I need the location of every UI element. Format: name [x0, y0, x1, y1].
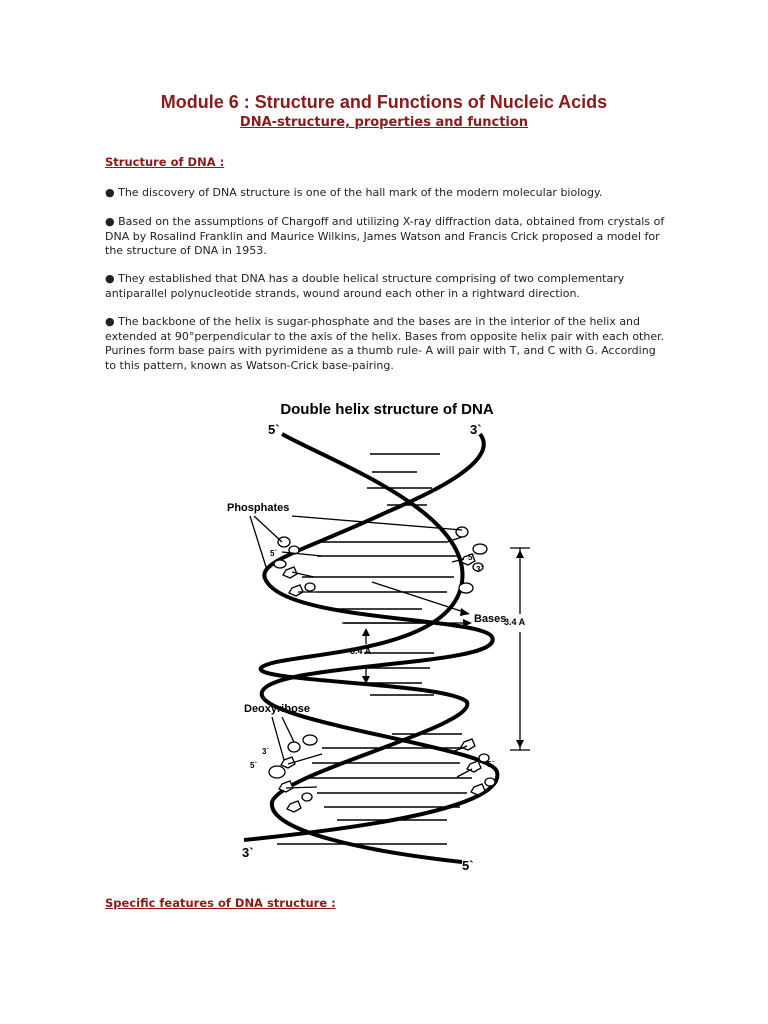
section-heading-structure: Structure of DNA :	[105, 155, 225, 169]
figure-title: Double helix structure of DNA	[280, 401, 494, 418]
label-top-5prime: 5`	[268, 422, 280, 437]
label-rise-small: 3.4 A	[350, 646, 372, 656]
label-phosphates: Phosphates	[227, 502, 290, 514]
nucleotides-top-right	[447, 527, 487, 593]
label-bottom-3prime: 3`	[242, 845, 254, 860]
inner-5prime-bottom-right: 5`	[487, 760, 495, 769]
label-rise-large: 3.4 A	[504, 617, 526, 627]
page-title: Module 6 : Structure and Functions of Nucleic Acids	[160, 92, 608, 112]
rise-large-dimension	[510, 548, 530, 750]
dna-double-helix-figure	[222, 392, 552, 882]
inner-5prime-bottom-left: 5`	[250, 761, 258, 770]
inner-3prime-bottom-left: 3`	[262, 747, 270, 756]
label-top-3prime: 3`	[470, 422, 482, 437]
inner-5prime-top-left: 5`	[270, 549, 278, 558]
section-heading-features: Specific features of DNA structure :	[105, 896, 336, 910]
paragraph-1: ● The discovery of DNA structure is one of the hall mark of the modern molecular biology.	[105, 186, 603, 199]
dna-strand-2	[244, 434, 497, 840]
inner-5prime-top-right: 5`	[468, 553, 476, 562]
paragraph-4: ● The backbone of the helix is sugar-phosphate and the bases are in the interior of the helix and extended at 90°perpendicular to the axis of the helix. Bases from opposite helix pair with each other. Purines form base pairs with pyrimidene as a thumb rule- A will pair with T, and C with G. According to this pattern, known as Watson-Crick base-pairing.	[105, 315, 665, 372]
label-deoxyribose: Deoxyribose	[244, 703, 311, 715]
paragraph-3: ● They established that DNA has a double helical structure comprising of two complementary antiparallel polynucleotide strands, wound around each other in a rightward direction.	[105, 272, 625, 300]
paragraph-2: ● Based on the assumptions of Chargoff and utilizing X-ray diffraction data, obtained from crystals of DNA by Rosalind Franklin and Maurice Wilkins, James Watson and Francis Crick proposed a model for the structure of DNA in 1953.	[105, 215, 665, 257]
base-pairs	[277, 454, 472, 844]
label-bottom-5prime: 5`	[462, 858, 474, 873]
nucleotides-top-left	[274, 537, 322, 596]
label-bases: Bases	[474, 613, 507, 625]
page-subtitle: DNA-structure, properties and function	[239, 115, 529, 130]
inner-3prime-top-right: 3`	[476, 565, 484, 574]
deoxyribose-arrows	[272, 717, 294, 760]
